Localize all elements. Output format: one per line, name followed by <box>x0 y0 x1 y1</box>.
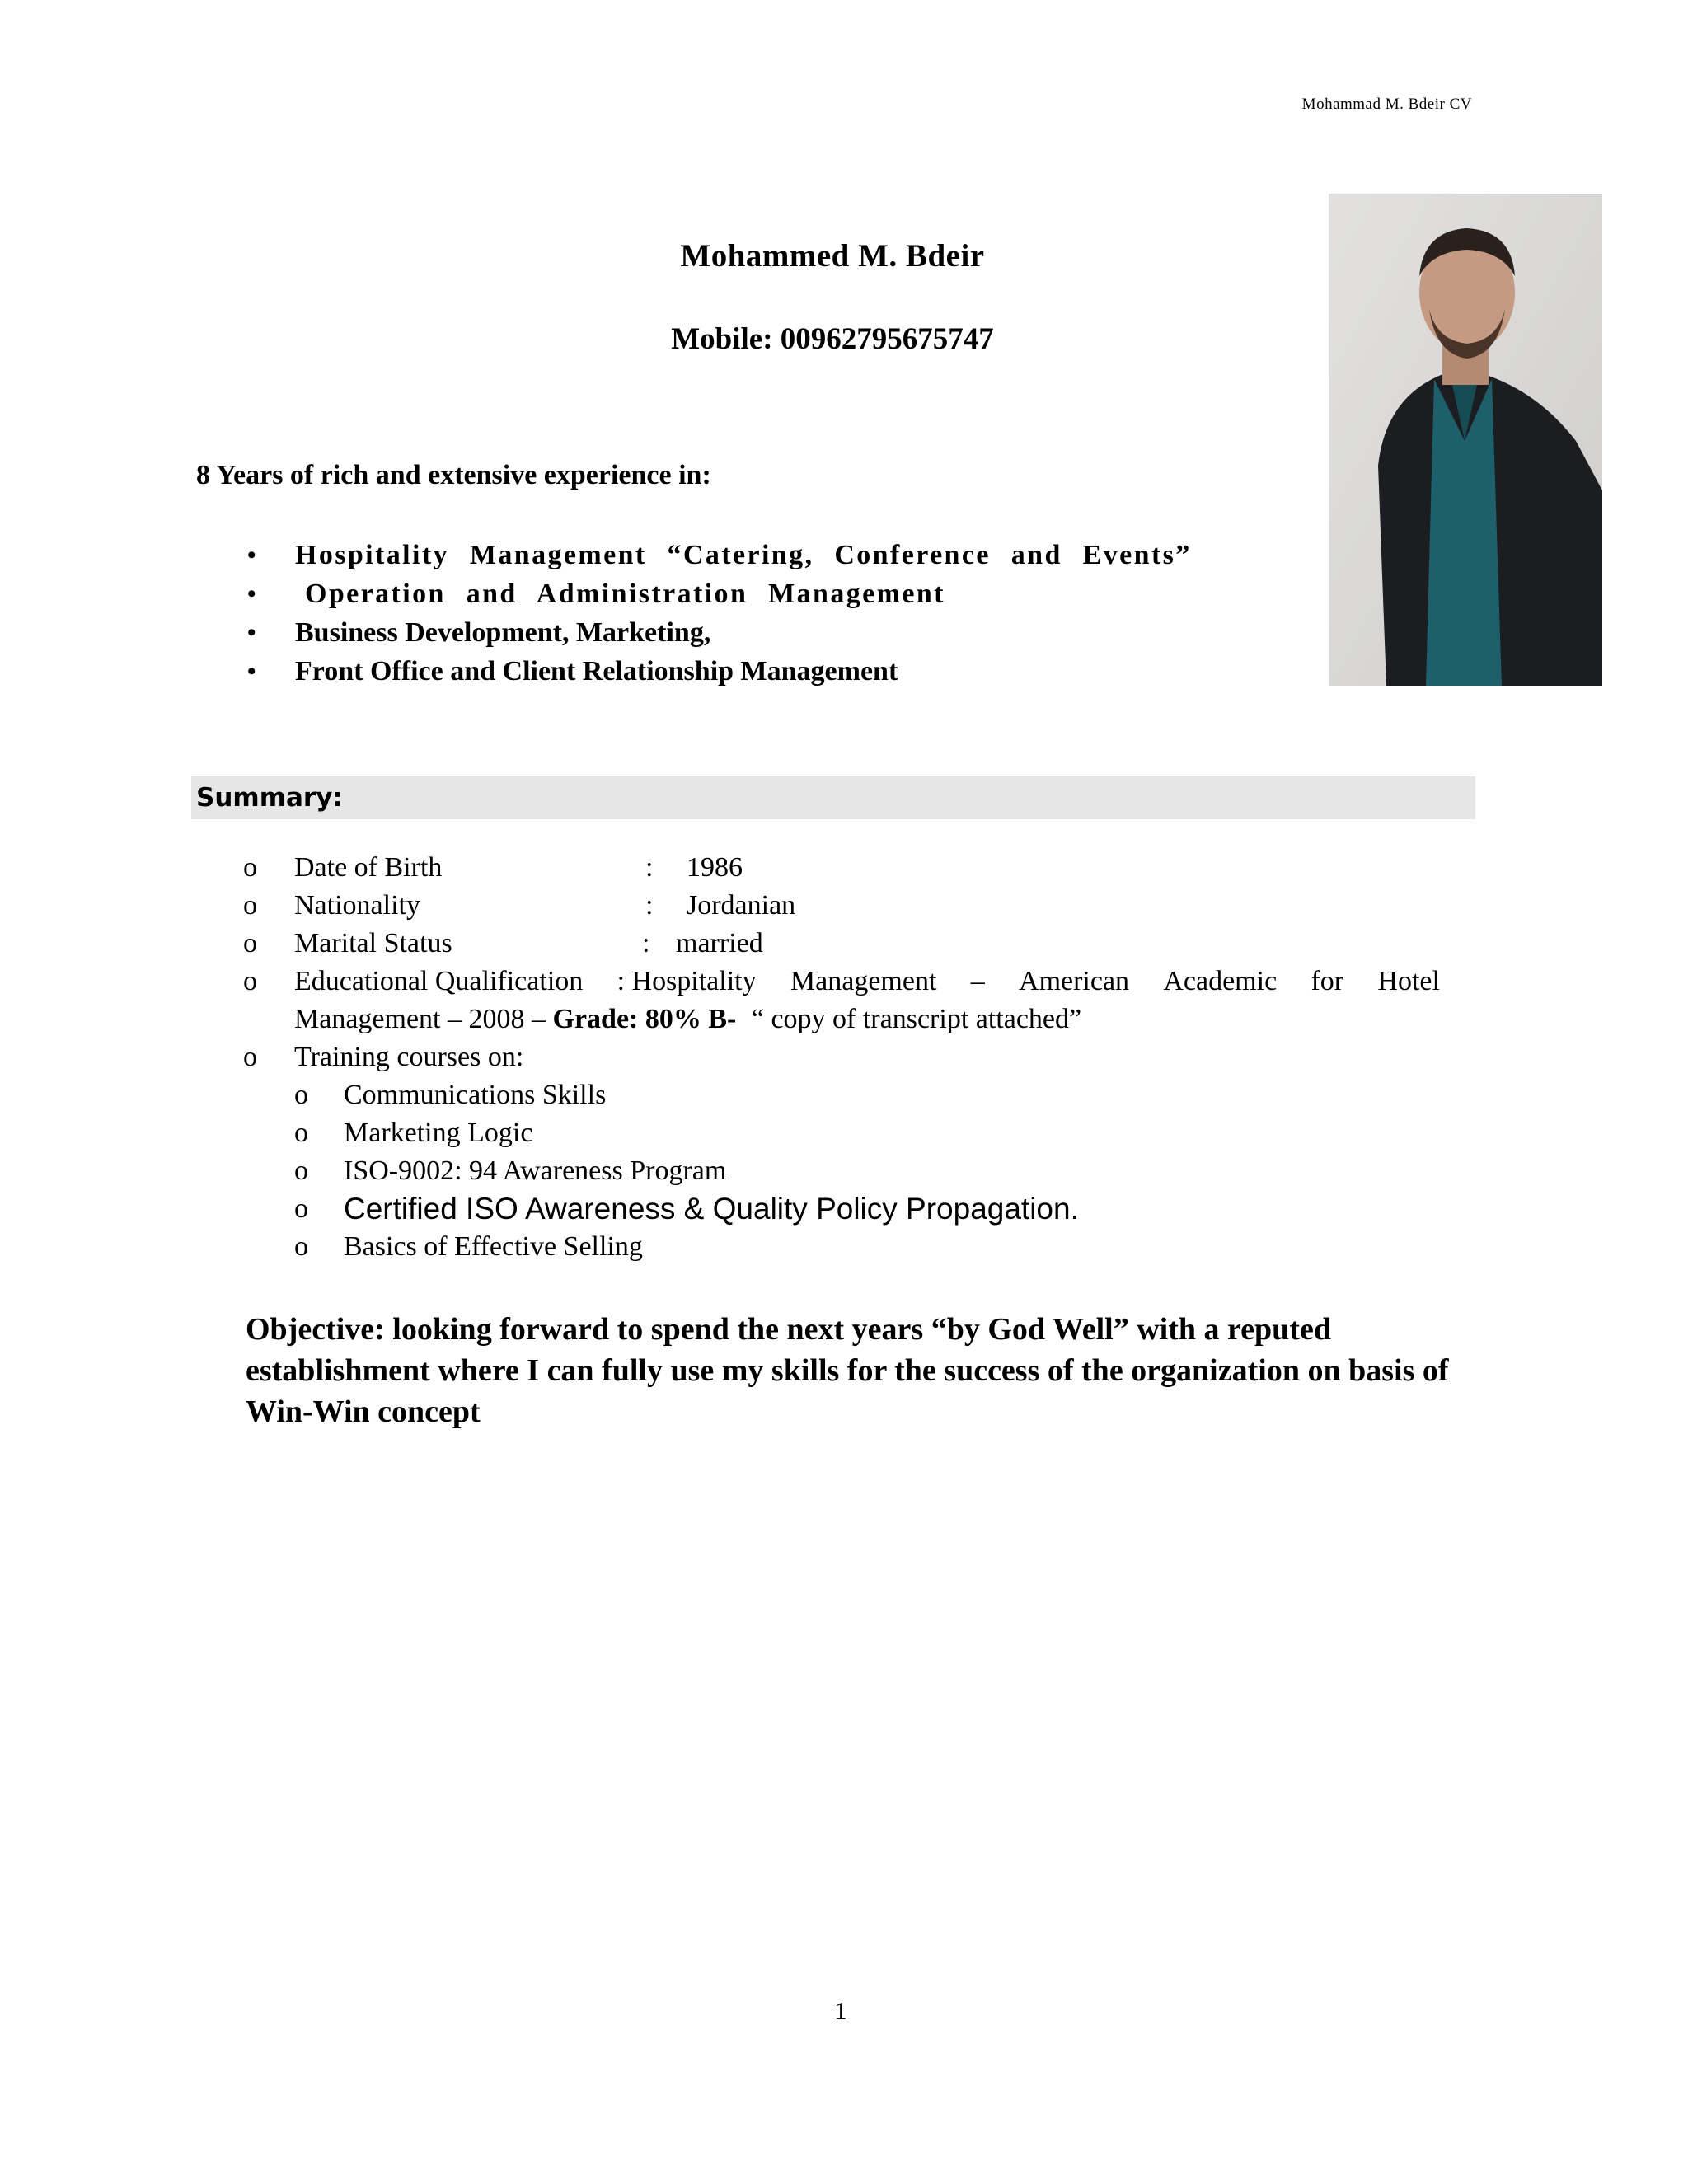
circle-bullet-icon: o <box>243 890 257 921</box>
running-header: Mohammad M. Bdeir CV <box>1301 96 1472 113</box>
page-number: 1 <box>834 1996 847 2025</box>
training-row: o Training courses on: <box>243 1038 1447 1076</box>
bullet-icon: • <box>247 658 256 685</box>
list-item: • Hospitality Management “Catering, Conference and Events” <box>247 536 1192 574</box>
circle-bullet-icon: o <box>243 1042 257 1072</box>
marital-value: married <box>676 928 763 958</box>
list-item: o Marketing Logic <box>243 1114 1447 1152</box>
summary-heading: Summary: <box>196 783 343 813</box>
circle-bullet-icon: o <box>243 966 257 996</box>
profile-photo <box>1329 194 1602 686</box>
summary-list <box>243 849 1447 1266</box>
nationality-value: Jordanian <box>687 890 796 921</box>
mobile-number: 00962795675747 <box>780 322 994 356</box>
summary-heading-bar <box>191 776 1475 819</box>
objective-paragraph: Objective: looking forward to spend the next years “by God Well” with a reputed establishment where I can fully use my skills for the success of the organization on basis of Win-Win concept <box>246 1312 1449 1429</box>
circle-bullet-icon: o <box>294 1118 308 1148</box>
circle-bullet-icon: o <box>294 1080 308 1110</box>
dob-row: o Date of Birth : 1986 <box>243 849 1447 887</box>
list-item: o Basics of Effective Selling <box>243 1228 1447 1266</box>
bullet-icon: • <box>247 580 258 607</box>
nationality-row: o Nationality : Jordanian <box>243 887 1447 925</box>
circle-bullet-icon: o <box>294 1231 308 1262</box>
circle-bullet-icon: o <box>243 852 257 883</box>
bullet-icon: • <box>247 541 258 569</box>
list-item: • Business Development, Marketing, <box>247 613 1192 652</box>
circle-bullet-icon: o <box>294 1155 308 1186</box>
experience-intro: 8 Years of rich and extensive experience in: <box>196 460 711 490</box>
marital-row: o Marital Status : married <box>243 925 1447 963</box>
list-item: o Certified ISO Awareness & Quality Policy Propagation. <box>243 1190 1447 1228</box>
list-item: • Operation and Administration Management <box>247 574 1192 613</box>
list-item: o Communications Skills <box>243 1076 1447 1114</box>
list-item: • Front Office and Client Relationship Management <box>247 652 1192 691</box>
circle-bullet-icon: o <box>243 928 257 958</box>
bullet-icon: • <box>247 619 256 646</box>
candidate-name: Mohammed M. Bdeir <box>680 238 985 274</box>
list-item: o ISO-9002: 94 Awareness Program <box>243 1152 1447 1190</box>
grade: Grade: 80% B- <box>552 1004 737 1034</box>
dob-value: 1986 <box>687 852 743 883</box>
education-row: o Educational Qualification : Hospitality Management – American Academic for Hotel Management – 2008 – Grade: 80% B- “ copy of transcript attached” <box>243 963 1447 1038</box>
experience-list <box>247 536 1192 691</box>
mobile-label: Mobile: <box>671 322 773 356</box>
circle-bullet-icon: o <box>294 1193 308 1224</box>
mobile-line <box>602 321 1063 357</box>
